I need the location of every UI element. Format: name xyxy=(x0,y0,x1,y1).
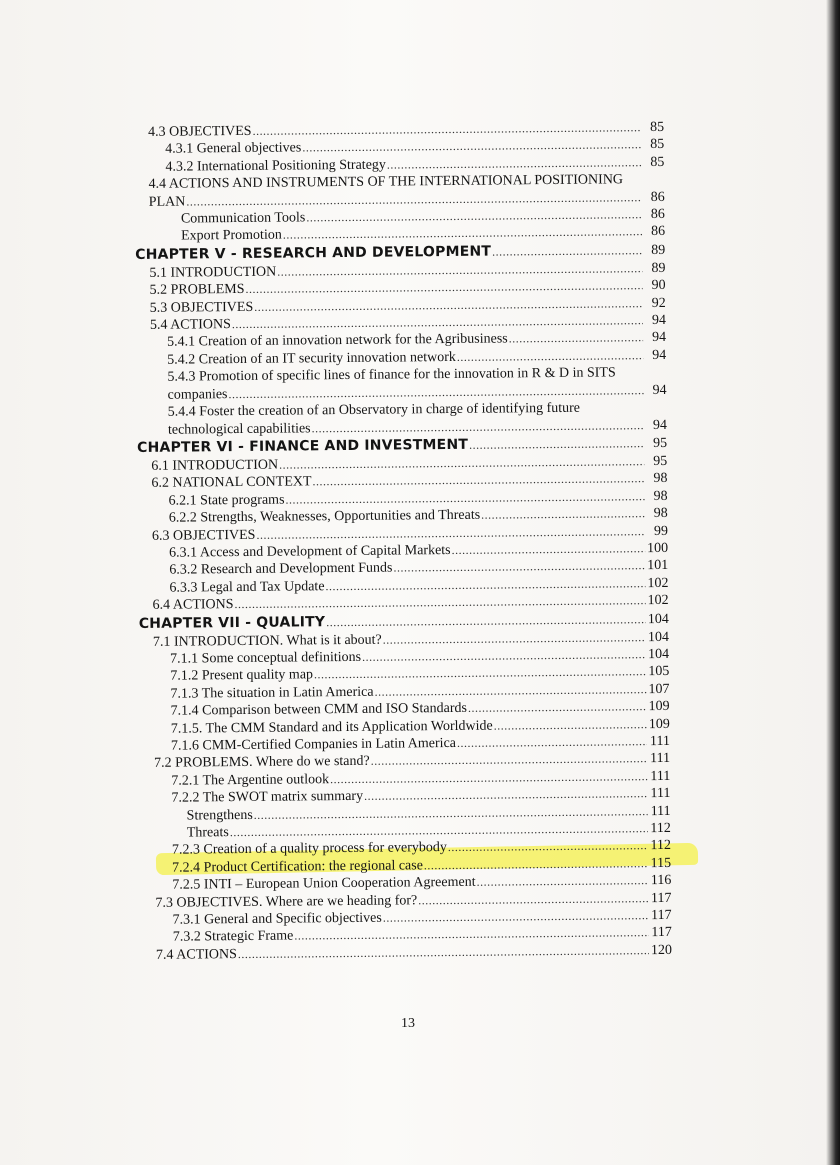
toc-dot-leader xyxy=(476,872,648,891)
toc-entry-title: 7.2.1 The Argentine outlook xyxy=(171,771,330,789)
toc-dot-leader xyxy=(452,540,646,559)
toc-entry-title: 7.1.3 The situation in Latin America xyxy=(170,684,374,702)
toc-entry-page: 105 xyxy=(648,664,670,680)
toc-entry-title: PLAN xyxy=(148,194,186,210)
toc-entry-page: 85 xyxy=(650,137,665,153)
toc-entry-page: 104 xyxy=(648,646,670,663)
toc-entry-title: 7.2.2 The SWOT matrix summary xyxy=(171,789,364,806)
toc-entry-page: 85 xyxy=(649,119,665,136)
toc-entry-title: 6.1 INTRODUCTION xyxy=(151,457,279,474)
toc-entry-page: 98 xyxy=(653,471,668,487)
toc-entry-page: 85 xyxy=(650,154,665,170)
toc-entry-title: 5.3 OBJECTIVES xyxy=(149,299,254,316)
toc-entry-page: 109 xyxy=(648,716,670,732)
toc-entry-title: 7.1.6 CMM-Certified Companies in Latin America xyxy=(170,735,457,754)
toc-entry-title: 6.3.3 Legal and Tax Update xyxy=(169,578,325,596)
toc-entry-title: 7.1.5. The CMM Standard and its Application Worldwide xyxy=(170,718,493,737)
toc-entry-title: 6.2 NATIONAL CONTEXT xyxy=(151,474,312,492)
page-number: 13 xyxy=(401,1016,415,1031)
toc-entry-title: 6.3 OBJECTIVES xyxy=(151,527,256,544)
toc-dot-leader xyxy=(448,838,648,857)
toc-entry-page: 112 xyxy=(650,838,672,854)
toc-entry-page: 95 xyxy=(653,435,668,451)
toc-entry-page: 99 xyxy=(653,523,669,539)
toc-entry-title: Export Promotion xyxy=(181,228,282,244)
page-edge-shadow xyxy=(826,0,840,1165)
toc-entry-title: 7.2 PROBLEMS. Where do we stand? xyxy=(154,754,370,772)
toc-entry-page: 120 xyxy=(650,942,673,958)
toc-entry-page: 94 xyxy=(652,347,667,363)
toc-entry-page: 100 xyxy=(647,540,669,557)
toc-entry-page: 117 xyxy=(650,890,672,906)
toc-entry-page: 102 xyxy=(647,575,669,591)
toc-entry-page: 111 xyxy=(649,733,671,750)
toc-entry-title: Communication Tools xyxy=(180,210,306,227)
toc-entry-title: 6.2.1 State programs xyxy=(168,492,285,509)
toc-entry-title: 6.4 ACTIONS xyxy=(152,597,234,613)
toc-entry-title: 7.1.2 Present quality map xyxy=(170,667,314,685)
toc-entry-title: 7.3.2 Strategic Frame xyxy=(172,928,294,946)
toc-entry-title: 5.1 INTRODUCTION xyxy=(149,264,277,281)
toc-entry-title: CHAPTER VII - QUALITY xyxy=(138,613,326,632)
toc-entry-title: 7.3 OBJECTIVES. Where are we heading for? xyxy=(155,892,418,911)
toc-entry-page: 98 xyxy=(653,506,668,522)
toc-entry-page: 117 xyxy=(651,907,672,924)
toc-dot-leader xyxy=(509,330,644,349)
toc-entry-page: 92 xyxy=(651,295,666,311)
toc-entry-title: 7.2.3 Creation of a quality process for everybody xyxy=(171,840,447,859)
toc-entry-page: 109 xyxy=(648,699,670,715)
toc-entry-title: 7.3.1 General and Specific objectives xyxy=(172,910,382,928)
toc-entry-title: 7.1.1 Some conceptual definitions xyxy=(170,649,362,667)
toc-entry-title: CHAPTER V - RESEARCH AND DEVELOPMENT xyxy=(135,243,492,263)
toc-entry-page: 94 xyxy=(652,417,667,433)
toc-entry-page: 111 xyxy=(650,768,671,784)
toc-entry-page: 90 xyxy=(651,278,666,294)
toc-entry-title: 6.2.2 Strengths, Weaknesses, Opportunities and Threats xyxy=(168,507,481,526)
toc-entry-title: 7.2.5 INTI – European Union Cooperation Agreement xyxy=(172,875,476,893)
toc-entry-page: 89 xyxy=(651,242,666,258)
toc-dot-leader xyxy=(457,347,644,366)
toc-dot-leader xyxy=(481,505,645,524)
toc-entry-title: 5.4.1 Creation of an innovation network for the Agribusiness xyxy=(167,331,508,351)
toc-entry-title: 5.4.2 Creation of an IT security innovation network xyxy=(167,349,456,368)
toc-entry-title: 6.3.1 Access and Development of Capital Markets xyxy=(169,542,451,561)
toc-entry-title: 4.4 ACTIONS AND INSTRUMENTS OF THE INTERNATIONAL POSITIONING xyxy=(148,172,624,193)
toc-entry-title: 5.4.3 Promotion of specific lines of finance for the innovation in R & D in SITS xyxy=(167,365,616,385)
toc-entry-page: 116 xyxy=(650,873,672,889)
toc-entry-title: technological capabilities xyxy=(167,420,311,438)
toc-entry-page: 98 xyxy=(653,488,668,504)
table-of-contents xyxy=(134,119,672,964)
toc-entry-title: Threats xyxy=(186,825,229,841)
toc-entry-title: Strengthens xyxy=(186,807,253,824)
toc-entry-title: 4.3 OBJECTIVES xyxy=(148,123,252,140)
toc-entry-title: 6.3.2 Research and Development Funds xyxy=(169,560,393,579)
toc-entry-title: 7.1.4 Comparison between CMM and ISO Standards xyxy=(170,701,468,719)
toc-entry-page: 94 xyxy=(651,312,666,329)
toc-dot-leader xyxy=(418,890,648,910)
toc-entry-page: 115 xyxy=(650,855,672,871)
toc-entry-page: 111 xyxy=(650,803,671,819)
toc-entry-title: 5.4.4 Foster the creation of an Observatory in charge of identifying future xyxy=(167,400,581,420)
toc-entry-title: 5.4 ACTIONS xyxy=(149,317,231,333)
toc-entry-page: 102 xyxy=(647,593,669,609)
toc-dot-leader xyxy=(494,716,647,735)
toc-entry-title: 7.4 ACTIONS xyxy=(155,946,237,963)
toc-dot-leader xyxy=(457,733,647,752)
toc-entry-page: 104 xyxy=(647,629,670,645)
toc-entry-page: 86 xyxy=(650,224,666,240)
toc-entry-page: 94 xyxy=(652,330,667,346)
toc-dot-leader xyxy=(469,434,644,455)
toc-entry-page: 101 xyxy=(647,558,669,574)
toc-entry-title: CHAPTER VI - FINANCE AND INVESTMENT xyxy=(137,436,469,456)
toc-entry-page: 112 xyxy=(650,820,671,837)
toc-entry-title: 4.3.1 General objectives xyxy=(165,140,302,158)
toc-entry-title: 7.2.4 Product Certification: the regional case xyxy=(172,858,423,876)
toc-entry-page: 86 xyxy=(650,189,665,205)
toc-entry-page: 95 xyxy=(653,453,668,469)
toc-entry xyxy=(142,942,672,964)
toc-dot-leader xyxy=(492,241,642,261)
toc-dot-leader xyxy=(424,855,648,875)
toc-entry-page: 89 xyxy=(651,260,666,276)
toc-entry-page: 86 xyxy=(650,206,665,223)
toc-dot-leader xyxy=(238,942,649,963)
toc-entry-title: companies xyxy=(167,386,228,403)
toc-entry-page: 111 xyxy=(650,751,671,767)
toc-entry-title: 4.3.2 International Positioning Strategy xyxy=(165,157,386,175)
toc-entry-page: 104 xyxy=(647,611,669,627)
toc-entry-title: 5.2 PROBLEMS xyxy=(149,282,245,299)
toc-entry-page: 111 xyxy=(650,786,671,802)
toc-entry-page: 94 xyxy=(652,382,667,398)
toc-entry-page: 107 xyxy=(648,681,670,697)
toc-entry-title: 7.1 INTRODUCTION. What is it about? xyxy=(152,632,382,650)
toc-entry-page: 117 xyxy=(651,925,672,941)
toc-dot-leader xyxy=(468,698,647,717)
